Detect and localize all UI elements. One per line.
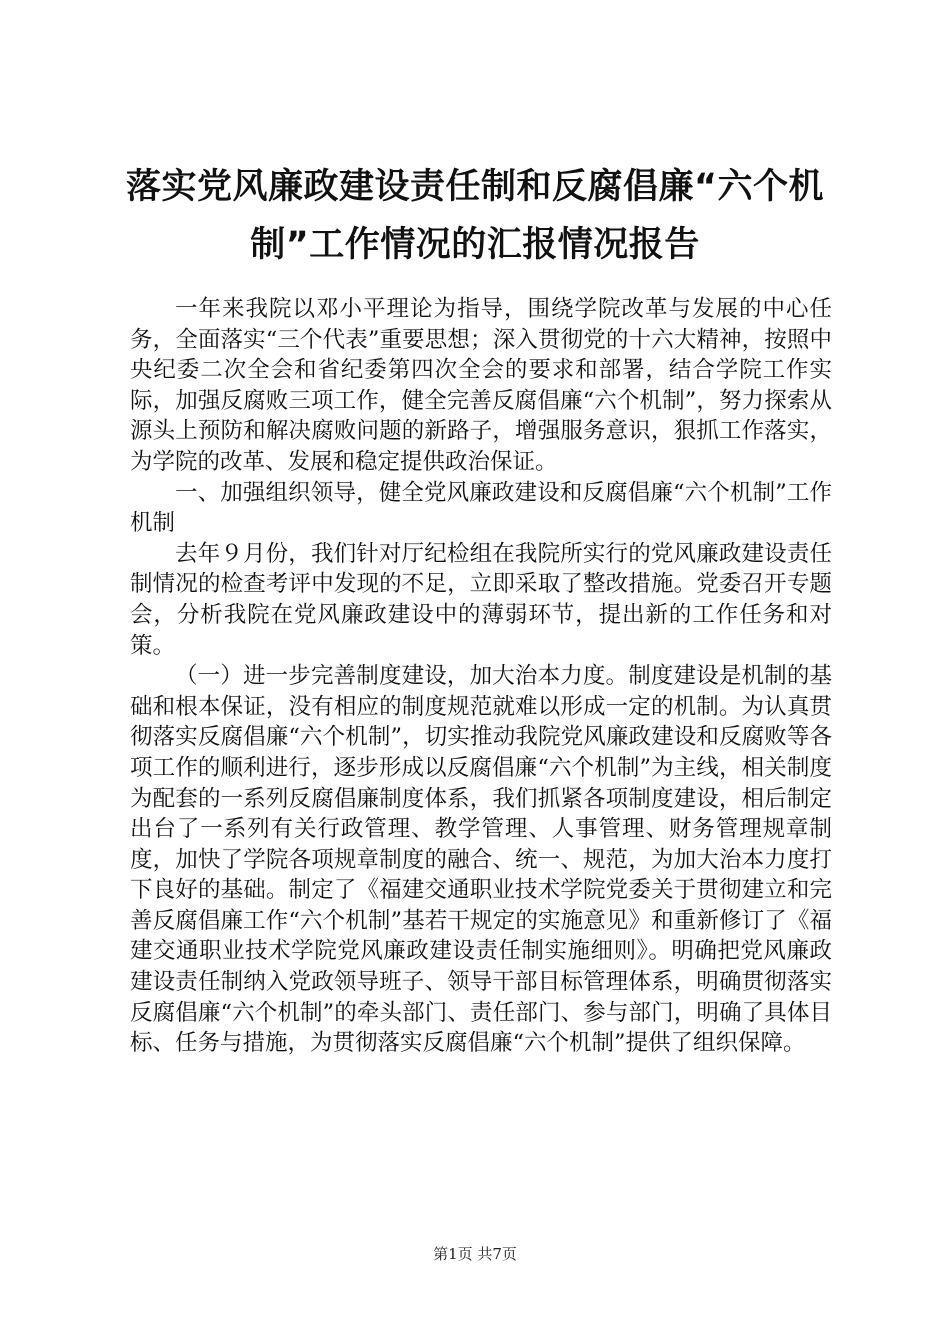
document-body	[130, 294, 832, 1059]
section-heading-1: 一、加强组织领导，健全党风廉政建设和反腐倡廉“六个机制”工作机制	[130, 479, 832, 537]
paragraph-section-1: 去年９月份，我们针对厅纪检组在我院所实行的党风廉政建设责任制情况的检查考评中发现的不足，立即采取了整改措施。党委召开专题会，分析我院在党风廉政建设中的薄弱环节，提出新的工作任务和对策。	[130, 540, 832, 659]
paragraph-intro: 一年来我院以邓小平理论为指导，围绕学院改革与发展的中心任务，全面落实“三个代表”重要思想；深入贯彻党的十六大精神，按照中央纪委二次全会和省纪委第四次全会的要求和部署，结合学院工作实际，加强反腐败三项工作，健全完善反腐倡廉“六个机制”，努力探索从源头上预防和解决腐败问题的新路子，增强服务意识，狠抓工作落实，为学院的改革、发展和稳定提供政治保证。	[130, 296, 832, 475]
document-title: 落实党风廉政建设责任制和反腐倡廉“六个机制”工作情况的汇报情况报告	[125, 167, 824, 265]
paragraph-subsection-1: （一）进一步完善制度建设，加大治本力度。制度建设是机制的基础和根本保证，没有相应的制度规范就难以形成一定的机制。为认真贯彻落实反腐倡廉“六个机制”，切实推动我院党风廉政建设和反腐败等各项工作的顺利进行，逐步形成以反腐倡廉“六个机制”为主线，相关制度为配套的一系列反腐倡廉制度体系，我们抓紧各项制度建设，相后制定出台了一系列有关行政管理、教学管理、人事管理、财务管理规章制度，加快了学院各项规章制度的融合、统一、规范，为加大治本力度打下良好的基础。制定了《福建交通职业技术学院党委关于贯彻建立和完善反腐倡廉工作“六个机制”基若干规定的实施意见》和重新修订了《福建交通职业技术学院党风廉政建设责任制实施细则》。明确把党风廉政建设责任制纳入党政领导班子、领导干部目标管理体系，明确贯彻落实反腐倡廉“六个机制”的牵头部门、责任部门、参与部门，明确了具体目标、任务与措施，为贯彻落实反腐倡廉“六个机制”提供了组织保障。	[130, 663, 832, 1057]
page-footer: 第1页 共7页	[433, 1245, 517, 1263]
